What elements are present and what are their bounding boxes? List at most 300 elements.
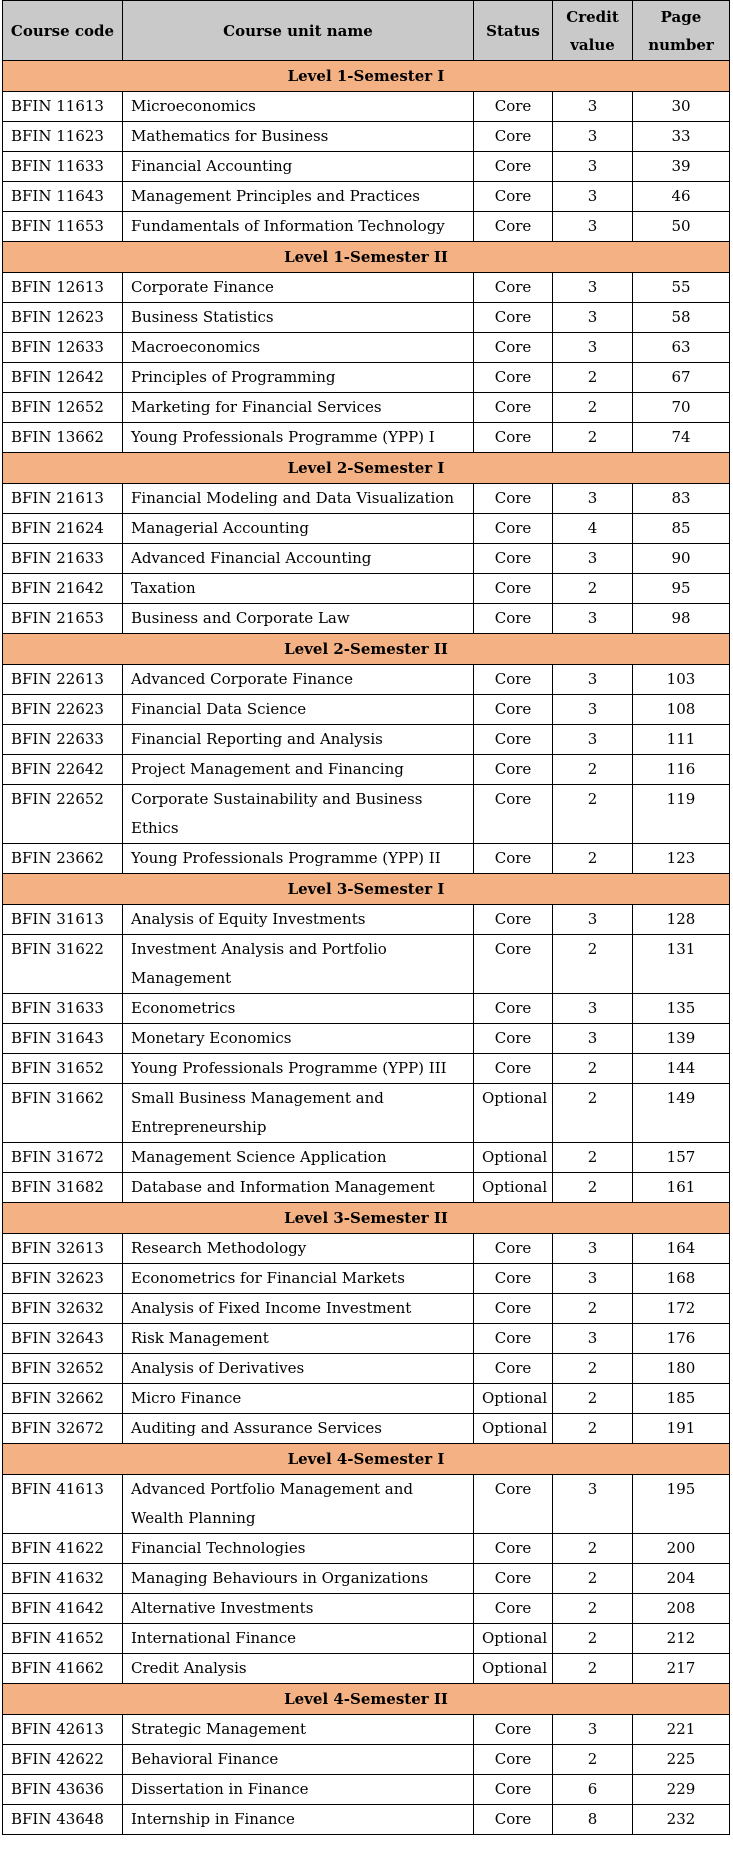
cell-code: BFIN 22633 xyxy=(3,725,123,755)
cell-code: BFIN 43648 xyxy=(3,1805,123,1835)
section-row xyxy=(3,242,730,273)
cell-credit: 3 xyxy=(553,665,633,695)
cell-code: BFIN 31672 xyxy=(3,1143,123,1173)
cell-name: Analysis of Derivatives xyxy=(123,1354,474,1384)
table-row xyxy=(3,785,730,844)
cell-status: Core xyxy=(474,182,553,212)
cell-page: 95 xyxy=(633,574,730,604)
cell-page: 123 xyxy=(633,844,730,874)
cell-code: BFIN 23662 xyxy=(3,844,123,874)
cell-name: Managerial Accounting xyxy=(123,514,474,544)
table-row xyxy=(3,604,730,634)
cell-status: Core xyxy=(474,695,553,725)
cell-name: Research Methodology xyxy=(123,1234,474,1264)
table-row xyxy=(3,303,730,333)
cell-page: 157 xyxy=(633,1143,730,1173)
cell-status: Core xyxy=(474,1534,553,1564)
cell-status: Core xyxy=(474,1745,553,1775)
cell-status: Core xyxy=(474,725,553,755)
cell-page: 195 xyxy=(633,1475,730,1534)
cell-status: Optional xyxy=(474,1084,553,1143)
cell-status: Core xyxy=(474,1564,553,1594)
cell-code: BFIN 12652 xyxy=(3,393,123,423)
cell-credit: 2 xyxy=(553,1534,633,1564)
cell-page: 221 xyxy=(633,1715,730,1745)
cell-page: 111 xyxy=(633,725,730,755)
cell-credit: 3 xyxy=(553,92,633,122)
table-row xyxy=(3,363,730,393)
cell-code: BFIN 31652 xyxy=(3,1054,123,1084)
cell-credit: 2 xyxy=(553,393,633,423)
cell-name: Business Statistics xyxy=(123,303,474,333)
cell-credit: 2 xyxy=(553,1564,633,1594)
table-row xyxy=(3,1805,730,1835)
cell-name: Econometrics xyxy=(123,994,474,1024)
cell-page: 168 xyxy=(633,1264,730,1294)
cell-status: Core xyxy=(474,1475,553,1534)
cell-name: Econometrics for Financial Markets xyxy=(123,1264,474,1294)
cell-code: BFIN 11653 xyxy=(3,212,123,242)
table-row xyxy=(3,212,730,242)
cell-name: Internship in Finance xyxy=(123,1805,474,1835)
cell-name: Financial Technologies xyxy=(123,1534,474,1564)
cell-name: Financial Reporting and Analysis xyxy=(123,725,474,755)
cell-page: 131 xyxy=(633,935,730,994)
header-status: Status xyxy=(474,1,553,61)
cell-credit: 2 xyxy=(553,1294,633,1324)
table-row xyxy=(3,1624,730,1654)
cell-status: Core xyxy=(474,273,553,303)
table-row xyxy=(3,1324,730,1354)
cell-page: 39 xyxy=(633,152,730,182)
table-row xyxy=(3,484,730,514)
cell-code: BFIN 11633 xyxy=(3,152,123,182)
cell-credit: 2 xyxy=(553,1054,633,1084)
cell-credit: 3 xyxy=(553,1475,633,1534)
cell-status: Core xyxy=(474,393,553,423)
cell-code: BFIN 21642 xyxy=(3,574,123,604)
table-row xyxy=(3,725,730,755)
cell-credit: 2 xyxy=(553,1354,633,1384)
cell-code: BFIN 31643 xyxy=(3,1024,123,1054)
cell-page: 67 xyxy=(633,363,730,393)
cell-code: BFIN 31613 xyxy=(3,905,123,935)
table-row xyxy=(3,1475,730,1534)
cell-credit: 2 xyxy=(553,1654,633,1684)
cell-status: Core xyxy=(474,574,553,604)
cell-status: Optional xyxy=(474,1173,553,1203)
cell-code: BFIN 21613 xyxy=(3,484,123,514)
section-row xyxy=(3,1203,730,1234)
cell-credit: 3 xyxy=(553,1324,633,1354)
cell-code: BFIN 42622 xyxy=(3,1745,123,1775)
cell-name: Analysis of Fixed Income Investment xyxy=(123,1294,474,1324)
cell-name: Analysis of Equity Investments xyxy=(123,905,474,935)
cell-page: 55 xyxy=(633,273,730,303)
cell-code: BFIN 43636 xyxy=(3,1775,123,1805)
cell-page: 180 xyxy=(633,1354,730,1384)
cell-status: Core xyxy=(474,333,553,363)
cell-page: 204 xyxy=(633,1564,730,1594)
cell-status: Core xyxy=(474,604,553,634)
cell-code: BFIN 32662 xyxy=(3,1384,123,1414)
cell-page: 185 xyxy=(633,1384,730,1414)
table-row xyxy=(3,1234,730,1264)
cell-code: BFIN 41662 xyxy=(3,1654,123,1684)
cell-credit: 2 xyxy=(553,1414,633,1444)
section-title: Level 4-Semester II xyxy=(3,1684,730,1715)
cell-status: Core xyxy=(474,514,553,544)
cell-page: 33 xyxy=(633,122,730,152)
table-row xyxy=(3,665,730,695)
cell-status: Core xyxy=(474,1594,553,1624)
cell-page: 90 xyxy=(633,544,730,574)
cell-credit: 3 xyxy=(553,484,633,514)
table-row xyxy=(3,844,730,874)
cell-name: Strategic Management xyxy=(123,1715,474,1745)
cell-code: BFIN 32613 xyxy=(3,1234,123,1264)
cell-name: Mathematics for Business xyxy=(123,122,474,152)
cell-credit: 3 xyxy=(553,604,633,634)
cell-credit: 2 xyxy=(553,1624,633,1654)
cell-code: BFIN 21624 xyxy=(3,514,123,544)
header-course-unit-name: Course unit name xyxy=(123,1,474,61)
cell-status: Core xyxy=(474,1775,553,1805)
cell-name: Auditing and Assurance Services xyxy=(123,1414,474,1444)
table-row xyxy=(3,1745,730,1775)
table-row xyxy=(3,1534,730,1564)
cell-name: Credit Analysis xyxy=(123,1654,474,1684)
cell-code: BFIN 12623 xyxy=(3,303,123,333)
cell-page: 217 xyxy=(633,1654,730,1684)
section-row xyxy=(3,1444,730,1475)
cell-status: Core xyxy=(474,1324,553,1354)
cell-status: Core xyxy=(474,92,553,122)
cell-code: BFIN 41642 xyxy=(3,1594,123,1624)
table-row xyxy=(3,1143,730,1173)
table-row xyxy=(3,152,730,182)
cell-name: Micro Finance xyxy=(123,1384,474,1414)
table-row xyxy=(3,755,730,785)
cell-credit: 3 xyxy=(553,152,633,182)
table-row xyxy=(3,182,730,212)
cell-status: Core xyxy=(474,212,553,242)
table-row xyxy=(3,1594,730,1624)
cell-credit: 2 xyxy=(553,1594,633,1624)
cell-code: BFIN 32652 xyxy=(3,1354,123,1384)
table-row xyxy=(3,1414,730,1444)
cell-name: Corporate Sustainability and Business Ethics xyxy=(123,785,474,844)
cell-name: Financial Data Science xyxy=(123,695,474,725)
cell-status: Core xyxy=(474,303,553,333)
cell-code: BFIN 11613 xyxy=(3,92,123,122)
cell-page: 83 xyxy=(633,484,730,514)
cell-code: BFIN 22613 xyxy=(3,665,123,695)
cell-name: Marketing for Financial Services xyxy=(123,393,474,423)
cell-code: BFIN 42613 xyxy=(3,1715,123,1745)
cell-name: Advanced Corporate Finance xyxy=(123,665,474,695)
cell-code: BFIN 41632 xyxy=(3,1564,123,1594)
table-row xyxy=(3,1564,730,1594)
cell-name: Database and Information Management xyxy=(123,1173,474,1203)
cell-credit: 3 xyxy=(553,725,633,755)
cell-code: BFIN 22623 xyxy=(3,695,123,725)
cell-name: International Finance xyxy=(123,1624,474,1654)
cell-credit: 2 xyxy=(553,755,633,785)
cell-code: BFIN 32643 xyxy=(3,1324,123,1354)
cell-code: BFIN 41613 xyxy=(3,1475,123,1534)
cell-page: 98 xyxy=(633,604,730,634)
table-row xyxy=(3,544,730,574)
cell-page: 70 xyxy=(633,393,730,423)
cell-name: Small Business Management and Entrepreneurship xyxy=(123,1084,474,1143)
cell-page: 119 xyxy=(633,785,730,844)
cell-code: BFIN 13662 xyxy=(3,423,123,453)
cell-credit: 2 xyxy=(553,1173,633,1203)
cell-name: Corporate Finance xyxy=(123,273,474,303)
cell-credit: 3 xyxy=(553,1024,633,1054)
cell-status: Optional xyxy=(474,1143,553,1173)
cell-code: BFIN 12613 xyxy=(3,273,123,303)
cell-credit: 2 xyxy=(553,363,633,393)
cell-status: Core xyxy=(474,665,553,695)
cell-name: Financial Accounting xyxy=(123,152,474,182)
cell-status: Core xyxy=(474,994,553,1024)
cell-credit: 6 xyxy=(553,1775,633,1805)
cell-status: Core xyxy=(474,152,553,182)
cell-status: Optional xyxy=(474,1414,553,1444)
section-title: Level 4-Semester I xyxy=(3,1444,730,1475)
cell-code: BFIN 31633 xyxy=(3,994,123,1024)
cell-credit: 3 xyxy=(553,1264,633,1294)
cell-name: Project Management and Financing xyxy=(123,755,474,785)
cell-status: Core xyxy=(474,1354,553,1384)
table-row xyxy=(3,514,730,544)
table-row xyxy=(3,423,730,453)
cell-page: 232 xyxy=(633,1805,730,1835)
section-title: Level 3-Semester II xyxy=(3,1203,730,1234)
cell-credit: 2 xyxy=(553,785,633,844)
cell-page: 30 xyxy=(633,92,730,122)
cell-name: Management Science Application xyxy=(123,1143,474,1173)
cell-code: BFIN 22642 xyxy=(3,755,123,785)
cell-credit: 2 xyxy=(553,935,633,994)
cell-name: Financial Modeling and Data Visualization xyxy=(123,484,474,514)
cell-status: Core xyxy=(474,844,553,874)
cell-status: Optional xyxy=(474,1384,553,1414)
cell-status: Core xyxy=(474,1715,553,1745)
cell-page: 135 xyxy=(633,994,730,1024)
cell-credit: 3 xyxy=(553,212,633,242)
cell-page: 74 xyxy=(633,423,730,453)
cell-code: BFIN 21653 xyxy=(3,604,123,634)
cell-status: Core xyxy=(474,905,553,935)
table-row xyxy=(3,1024,730,1054)
section-row xyxy=(3,61,730,92)
cell-code: BFIN 11623 xyxy=(3,122,123,152)
cell-credit: 3 xyxy=(553,695,633,725)
cell-status: Core xyxy=(474,1234,553,1264)
table-row xyxy=(3,393,730,423)
cell-code: BFIN 11643 xyxy=(3,182,123,212)
cell-page: 58 xyxy=(633,303,730,333)
section-row xyxy=(3,1684,730,1715)
table-row xyxy=(3,905,730,935)
cell-credit: 3 xyxy=(553,122,633,152)
table-row xyxy=(3,574,730,604)
cell-page: 212 xyxy=(633,1624,730,1654)
cell-code: BFIN 32672 xyxy=(3,1414,123,1444)
table-row xyxy=(3,1384,730,1414)
cell-page: 161 xyxy=(633,1173,730,1203)
table-header xyxy=(3,1,730,61)
cell-status: Core xyxy=(474,423,553,453)
cell-status: Core xyxy=(474,1805,553,1835)
cell-page: 208 xyxy=(633,1594,730,1624)
cell-page: 191 xyxy=(633,1414,730,1444)
cell-name: Young Professionals Programme (YPP) III xyxy=(123,1054,474,1084)
header-course-code: Course code xyxy=(3,1,123,61)
cell-name: Fundamentals of Information Technology xyxy=(123,212,474,242)
cell-page: 172 xyxy=(633,1294,730,1324)
cell-page: 200 xyxy=(633,1534,730,1564)
section-title: Level 1-Semester I xyxy=(3,61,730,92)
cell-credit: 3 xyxy=(553,333,633,363)
cell-status: Optional xyxy=(474,1654,553,1684)
cell-credit: 2 xyxy=(553,1084,633,1143)
table-row xyxy=(3,92,730,122)
table-row xyxy=(3,1294,730,1324)
cell-code: BFIN 31662 xyxy=(3,1084,123,1143)
section-row xyxy=(3,453,730,484)
cell-code: BFIN 41652 xyxy=(3,1624,123,1654)
cell-page: 128 xyxy=(633,905,730,935)
cell-code: BFIN 31622 xyxy=(3,935,123,994)
header-row xyxy=(3,1,730,61)
cell-status: Core xyxy=(474,1024,553,1054)
cell-name: Investment Analysis and Portfolio Management xyxy=(123,935,474,994)
cell-credit: 3 xyxy=(553,1234,633,1264)
cell-page: 164 xyxy=(633,1234,730,1264)
cell-name: Principles of Programming xyxy=(123,363,474,393)
cell-status: Core xyxy=(474,1054,553,1084)
header-credit-value: Credit value xyxy=(553,1,633,61)
cell-credit: 2 xyxy=(553,574,633,604)
cell-credit: 2 xyxy=(553,844,633,874)
cell-name: Advanced Portfolio Management and Wealth Planning xyxy=(123,1475,474,1534)
cell-code: BFIN 22652 xyxy=(3,785,123,844)
cell-status: Core xyxy=(474,1294,553,1324)
cell-status: Core xyxy=(474,755,553,785)
cell-page: 176 xyxy=(633,1324,730,1354)
cell-credit: 3 xyxy=(553,544,633,574)
cell-status: Core xyxy=(474,935,553,994)
cell-name: Behavioral Finance xyxy=(123,1745,474,1775)
cell-credit: 3 xyxy=(553,905,633,935)
table-row xyxy=(3,994,730,1024)
section-title: Level 3-Semester I xyxy=(3,874,730,905)
cell-page: 225 xyxy=(633,1745,730,1775)
cell-name: Dissertation in Finance xyxy=(123,1775,474,1805)
cell-status: Core xyxy=(474,785,553,844)
cell-credit: 2 xyxy=(553,1143,633,1173)
cell-credit: 2 xyxy=(553,1745,633,1775)
cell-credit: 3 xyxy=(553,994,633,1024)
section-title: Level 1-Semester II xyxy=(3,242,730,273)
cell-page: 144 xyxy=(633,1054,730,1084)
table-row xyxy=(3,122,730,152)
course-table xyxy=(2,0,730,1835)
table-body xyxy=(3,61,730,1835)
cell-name: Monetary Economics xyxy=(123,1024,474,1054)
table-row xyxy=(3,1354,730,1384)
cell-page: 139 xyxy=(633,1024,730,1054)
section-title: Level 2-Semester II xyxy=(3,634,730,665)
cell-credit: 2 xyxy=(553,1384,633,1414)
cell-name: Alternative Investments xyxy=(123,1594,474,1624)
cell-name: Young Professionals Programme (YPP) I xyxy=(123,423,474,453)
cell-name: Management Principles and Practices xyxy=(123,182,474,212)
table-row xyxy=(3,1084,730,1143)
cell-code: BFIN 32623 xyxy=(3,1264,123,1294)
cell-code: BFIN 12642 xyxy=(3,363,123,393)
cell-status: Core xyxy=(474,1264,553,1294)
header-page-number: Page number xyxy=(633,1,730,61)
cell-name: Taxation xyxy=(123,574,474,604)
table-row xyxy=(3,1654,730,1684)
cell-status: Core xyxy=(474,544,553,574)
cell-credit: 3 xyxy=(553,303,633,333)
cell-credit: 8 xyxy=(553,1805,633,1835)
table-row xyxy=(3,1173,730,1203)
cell-credit: 3 xyxy=(553,1715,633,1745)
cell-credit: 3 xyxy=(553,273,633,303)
cell-page: 108 xyxy=(633,695,730,725)
cell-name: Business and Corporate Law xyxy=(123,604,474,634)
cell-name: Young Professionals Programme (YPP) II xyxy=(123,844,474,874)
section-title: Level 2-Semester I xyxy=(3,453,730,484)
cell-page: 63 xyxy=(633,333,730,363)
cell-page: 116 xyxy=(633,755,730,785)
cell-status: Core xyxy=(474,122,553,152)
cell-name: Risk Management xyxy=(123,1324,474,1354)
cell-credit: 4 xyxy=(553,514,633,544)
cell-name: Macroeconomics xyxy=(123,333,474,363)
cell-code: BFIN 12633 xyxy=(3,333,123,363)
cell-page: 229 xyxy=(633,1775,730,1805)
cell-page: 46 xyxy=(633,182,730,212)
cell-page: 149 xyxy=(633,1084,730,1143)
cell-name: Advanced Financial Accounting xyxy=(123,544,474,574)
cell-name: Managing Behaviours in Organizations xyxy=(123,1564,474,1594)
cell-page: 50 xyxy=(633,212,730,242)
cell-code: BFIN 32632 xyxy=(3,1294,123,1324)
section-row xyxy=(3,634,730,665)
cell-status: Core xyxy=(474,484,553,514)
table-row xyxy=(3,333,730,363)
section-row xyxy=(3,874,730,905)
table-row xyxy=(3,935,730,994)
cell-status: Optional xyxy=(474,1624,553,1654)
table-row xyxy=(3,1715,730,1745)
table-row xyxy=(3,1775,730,1805)
cell-status: Core xyxy=(474,363,553,393)
table-row xyxy=(3,273,730,303)
table-row xyxy=(3,1054,730,1084)
cell-page: 103 xyxy=(633,665,730,695)
cell-code: BFIN 21633 xyxy=(3,544,123,574)
table-row xyxy=(3,695,730,725)
